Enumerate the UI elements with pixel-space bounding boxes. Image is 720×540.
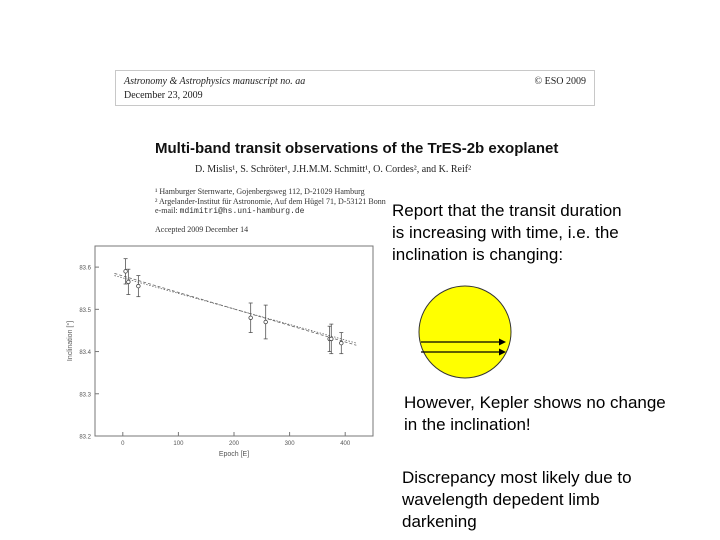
copyright: © ESO 2009 <box>534 76 586 87</box>
data-point <box>340 341 344 345</box>
data-point <box>264 320 268 324</box>
affiliations <box>155 187 386 217</box>
note-discrepancy: Discrepancy most likely due to wavelength depedent limb darkening <box>402 468 632 531</box>
email: mdimitri@hs.uni-hamburg.de <box>179 207 305 216</box>
x-tick-label: 400 <box>340 441 351 447</box>
y-tick-label: 83.6 <box>79 265 91 272</box>
email-label: e-mail: <box>155 206 178 215</box>
email-line <box>155 206 386 217</box>
note-duration-trend: Report that the transit duration is increasing with time, i.e. the inclination is changing: <box>392 201 622 264</box>
affiliation-1: ¹ Hamburger Sternwarte, Gojenbergsweg 112, D-21029 Hamburg <box>155 187 365 196</box>
x-tick-label: 100 <box>173 441 184 447</box>
data-point <box>127 280 131 284</box>
x-tick-label: 300 <box>284 441 295 447</box>
y-tick-label: 83.2 <box>79 434 91 441</box>
journal-name: Astronomy & Astrophysics manuscript no. aa <box>124 76 306 87</box>
y-tick-label: 83.4 <box>79 350 91 357</box>
accepted-date: Accepted 2009 December 14 <box>155 225 249 234</box>
affiliation-2: ² Argelander-Institut für Astronomie, Auf dem Hügel 71, D-53121 Bonn <box>155 196 386 206</box>
x-axis-label: Epoch [E] <box>218 451 250 458</box>
x-tick-label: 200 <box>228 441 240 447</box>
note-kepler: However, Kepler shows no change in the inclination! <box>404 393 666 434</box>
inclination-plot <box>60 240 380 460</box>
data-point <box>330 337 334 341</box>
star-disk <box>419 286 511 378</box>
paper-title: Multi-band transit observations of the TrES-2b exoplanet <box>155 140 559 157</box>
manuscript-date: December 23, 2009 <box>124 90 203 101</box>
x-tick-label: 0 <box>121 441 125 447</box>
y-tick-label: 83.5 <box>79 307 91 314</box>
paper-header <box>115 70 595 106</box>
data-point <box>124 270 128 274</box>
transit-diagram <box>410 282 520 382</box>
y-tick-label: 83.3 <box>79 392 91 399</box>
data-point <box>137 284 141 288</box>
authors: D. Mislis¹, S. Schröter¹, J.H.M.M. Schmitt¹, O. Cordes², and K. Reif² <box>195 164 472 175</box>
data-point <box>249 316 253 320</box>
y-axis-label: Inclination [°] <box>67 320 74 362</box>
